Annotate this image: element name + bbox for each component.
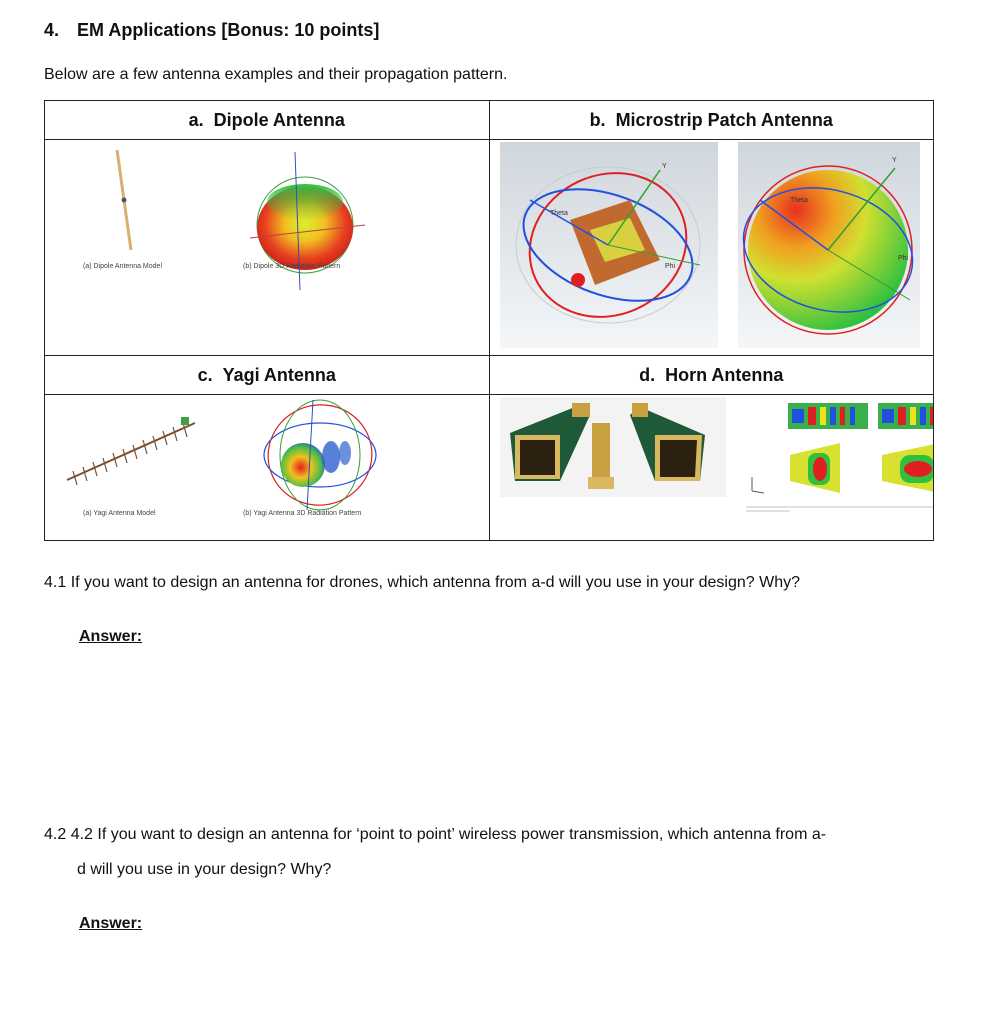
svg-text:Y: Y [891,157,897,164]
question-4-1-number: 4.1 [44,574,67,591]
patch-illustration [490,140,934,350]
svg-text:Y: Y [661,163,667,170]
header-yagi: c. Yagi Antenna [45,356,490,395]
yagi-illustration [45,395,429,535]
question-4-2-text-line2: d will you use in your design? Why? [77,861,332,878]
question-4-1-text: If you want to design an antenna for drones, which antenna from a-d will you use in your design? Why? [70,574,801,591]
answer-4-1-label: Answer: [79,628,143,645]
horn-image-cell [489,395,934,541]
yagi-model-caption: (a) Yagi Antenna Model [83,510,156,517]
patch-image-cell [489,140,934,356]
section-number: 4. [44,20,60,40]
svg-text:Theta: Theta [789,197,808,204]
svg-text:Theta: Theta [549,210,568,217]
answer-4-2-label: Answer: [79,915,143,932]
question-4-2 [44,826,954,844]
intro-text: Below are a few antenna examples and their propagation pattern. [44,66,508,83]
yagi-pattern-caption: (b) Yagi Antenna 3D Radiation Pattern [243,510,362,517]
question-4-1 [44,574,954,592]
header-horn: d. Horn Antenna [489,356,934,395]
horn-illustration [490,395,934,535]
svg-text:Phi: Phi [897,255,908,262]
section-title: EM Applications [Bonus: 10 points] [77,20,380,40]
yagi-image-cell [45,395,490,541]
dipole-model-caption: (a) Dipole Antenna Model [83,263,162,270]
antenna-table [44,100,934,541]
section-heading [44,20,379,41]
header-patch: b. Microstrip Patch Antenna [489,101,934,140]
dipole-pattern-caption: (b) Dipole 3D Radiation Pattern [243,263,341,270]
dipole-illustration [45,140,429,350]
question-4-2-text-line1: 4.2 If you want to design an antenna for ‘point to point’ wireless power transmission, which antenna from a- [70,826,827,843]
dipole-image-cell [45,140,490,356]
header-dipole: a. Dipole Antenna [45,101,490,140]
svg-text:Phi: Phi [664,263,675,270]
question-4-2-number: 4.2 [44,826,67,843]
